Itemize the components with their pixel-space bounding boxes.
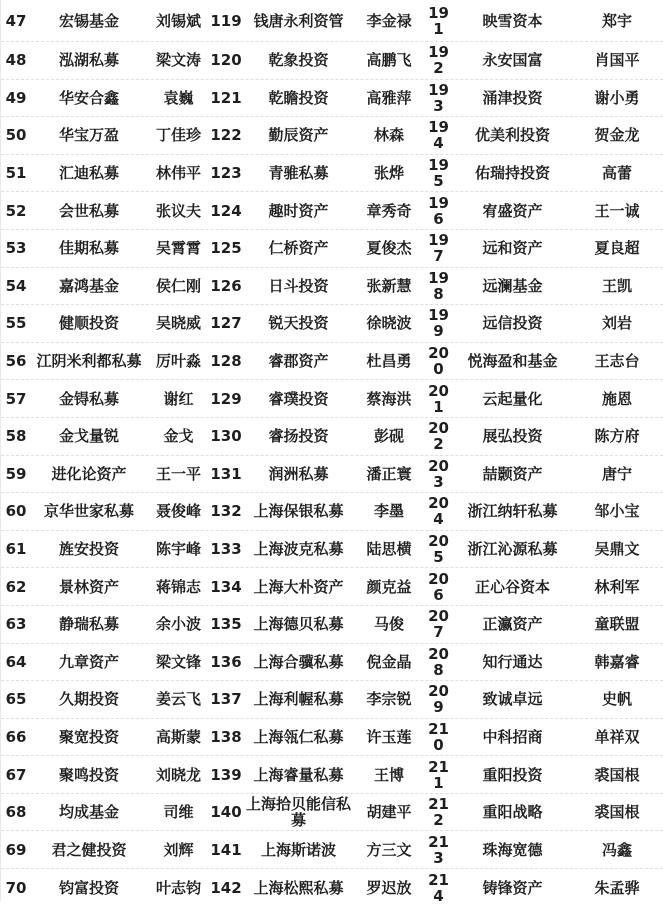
manager-c-cell: 吴鼎文	[594, 541, 640, 558]
table-row	[1, 681, 663, 719]
rank-b-cell: 134	[210, 578, 242, 595]
manager-b-cell: 林森	[373, 127, 404, 144]
manager-b-cell: 张烨	[373, 165, 404, 182]
manager-a-cell: 张议夫	[155, 202, 201, 219]
manager-c-cell: 刘岩	[601, 315, 632, 332]
firm-a-cell: 会世私募	[58, 202, 119, 219]
manager-a-cell: 叶志钧	[155, 879, 201, 896]
rank-a-cell: 67	[5, 766, 27, 783]
firm-a-cell: 进化论资产	[51, 465, 127, 482]
firm-a-cell: 九章资产	[58, 653, 119, 670]
firm-b-cell: 上海合骥私募	[253, 653, 344, 670]
firm-b-cell: 上海松熙私募	[253, 879, 344, 896]
rank-c-cell: 196	[428, 194, 449, 227]
rank-a-cell: 66	[5, 728, 27, 745]
manager-c-cell: 贺金龙	[594, 127, 640, 144]
table-row	[1, 756, 663, 794]
manager-c-cell: 王志台	[594, 353, 640, 370]
firm-a-cell: 均成基金	[58, 804, 119, 821]
firm-a-cell: 聚宽投资	[58, 728, 119, 745]
firm-c-cell: 悦海盈和基金	[467, 353, 558, 370]
firm-a-cell: 嘉鸿基金	[58, 277, 119, 294]
manager-c-cell: 陈方府	[594, 428, 640, 445]
manager-b-cell: 李墨	[373, 503, 404, 520]
rank-c-cell: 191	[428, 4, 449, 37]
manager-b-cell: 王博	[373, 766, 404, 783]
manager-b-cell: 高鹏飞	[366, 52, 412, 69]
firm-c-cell: 云起量化	[482, 390, 543, 407]
firm-b-cell: 乾象投资	[268, 52, 329, 69]
firm-b-cell: 钱唐永利资管	[253, 12, 344, 29]
firm-a-cell: 久期投资	[58, 691, 119, 708]
firm-a-cell: 佳期私募	[58, 240, 119, 257]
manager-a-cell: 司维	[163, 804, 194, 821]
firm-a-cell: 泓湖私募	[58, 52, 119, 69]
rank-b-cell: 122	[210, 127, 242, 144]
rank-a-cell: 48	[5, 52, 27, 69]
table-row	[1, 794, 663, 832]
rank-a-cell: 57	[5, 390, 27, 407]
manager-c-cell: 裘国根	[594, 766, 640, 783]
firm-c-cell: 致诚卓远	[482, 691, 543, 708]
rank-b-cell: 136	[210, 653, 242, 670]
rank-a-cell: 68	[5, 804, 27, 821]
rank-b-cell: 139	[210, 766, 242, 783]
firm-c-cell: 中科招商	[482, 728, 543, 745]
rank-c-cell: 206	[428, 570, 449, 603]
manager-c-cell: 邹小宝	[594, 503, 640, 520]
firm-a-cell: 京华世家私募	[43, 503, 134, 520]
firm-c-cell: 优美利投资	[474, 127, 550, 144]
manager-b-cell: 罗迟放	[366, 879, 412, 896]
rank-b-cell: 130	[210, 428, 242, 445]
manager-c-cell: 王一诚	[594, 202, 640, 219]
rank-c-cell: 202	[428, 420, 449, 453]
firm-b-cell: 上海波克私募	[253, 541, 344, 558]
rank-c-cell: 208	[428, 645, 449, 678]
rank-b-cell: 142	[210, 879, 242, 896]
firm-c-cell: 浙江沁源私募	[467, 541, 558, 558]
table-row	[1, 568, 663, 606]
rank-c-cell: 201	[428, 382, 449, 415]
manager-b-cell: 倪金晶	[366, 653, 412, 670]
rank-c-cell: 198	[428, 269, 449, 302]
manager-b-cell: 颜克益	[366, 578, 412, 595]
manager-c-cell: 林利军	[594, 578, 640, 595]
rank-b-cell: 137	[210, 691, 242, 708]
table-row	[1, 418, 663, 456]
firm-c-cell: 铸锋资产	[482, 879, 543, 896]
rank-b-cell: 129	[210, 390, 242, 407]
rank-c-cell: 204	[428, 495, 449, 528]
table-row	[1, 80, 663, 118]
rank-c-cell: 199	[428, 307, 449, 340]
manager-a-cell: 高斯蒙	[155, 728, 201, 745]
firm-c-cell: 正心谷资本	[474, 578, 550, 595]
firm-c-cell: 展弘投资	[482, 428, 543, 445]
rank-c-cell: 209	[428, 683, 449, 716]
rank-b-cell: 119	[210, 12, 242, 29]
rank-c-cell: 211	[428, 758, 449, 791]
rank-b-cell: 127	[210, 315, 242, 332]
firm-c-cell: 正瀛资产	[482, 616, 543, 633]
rank-c-cell: 194	[428, 119, 449, 152]
table-row	[1, 155, 663, 193]
manager-b-cell: 徐晓波	[366, 315, 412, 332]
rank-a-cell: 61	[5, 541, 27, 558]
rank-a-cell: 62	[5, 578, 27, 595]
firm-a-cell: 静瑞私募	[58, 616, 119, 633]
manager-c-cell: 韩嘉睿	[594, 653, 640, 670]
firm-b-cell: 上海利幄私募	[253, 691, 344, 708]
firm-c-cell: 浙江纳轩私募	[467, 503, 558, 520]
rank-c-cell: 193	[428, 81, 449, 114]
table-row	[1, 493, 663, 531]
manager-b-cell: 陆思横	[366, 541, 412, 558]
table-row	[1, 117, 663, 155]
rank-a-cell: 69	[5, 841, 27, 858]
firm-b-cell: 润洲私募	[268, 465, 329, 482]
firm-c-cell: 涌津投资	[482, 89, 543, 106]
manager-b-cell: 马俊	[373, 616, 404, 633]
manager-b-cell: 高雅萍	[366, 89, 412, 106]
rank-b-cell: 128	[210, 353, 242, 370]
firm-a-cell: 华安合鑫	[58, 89, 119, 106]
rank-a-cell: 52	[5, 202, 27, 219]
rank-b-cell: 133	[210, 541, 242, 558]
rank-c-cell: 203	[428, 457, 449, 490]
firm-b-cell: 仁桥资产	[268, 240, 329, 257]
firm-b-cell: 日斗投资	[268, 277, 329, 294]
manager-b-cell: 胡建平	[366, 804, 412, 821]
firm-b-cell: 上海德贝私募	[253, 616, 344, 633]
firm-c-cell: 重阳战略	[482, 804, 543, 821]
manager-a-cell: 王一平	[155, 465, 201, 482]
manager-b-cell: 彭砚	[373, 428, 404, 445]
firm-b-cell: 上海瓴仁私募	[253, 728, 344, 745]
table-row	[1, 0, 663, 42]
firm-b-cell: 上海大朴资产	[253, 578, 344, 595]
rank-a-cell: 47	[5, 12, 27, 29]
firm-b-cell: 睿扬投资	[268, 428, 329, 445]
manager-b-cell: 章秀奇	[366, 202, 412, 219]
manager-a-cell: 林伟平	[155, 165, 201, 182]
firm-b-cell: 上海拾贝能信私募	[245, 796, 351, 829]
firm-c-cell: 重阳投资	[482, 766, 543, 783]
rank-b-cell: 120	[210, 52, 242, 69]
rank-a-cell: 59	[5, 465, 27, 482]
rank-b-cell: 135	[210, 616, 242, 633]
table-row	[1, 192, 663, 230]
rank-a-cell: 64	[5, 653, 27, 670]
firm-a-cell: 钧富投资	[58, 879, 119, 896]
table-row	[1, 531, 663, 569]
rank-a-cell: 51	[5, 165, 27, 182]
manager-c-cell: 肖国平	[594, 52, 640, 69]
firm-c-cell: 永安国富	[482, 52, 543, 69]
manager-a-cell: 梁文涛	[155, 52, 201, 69]
table-row	[1, 456, 663, 494]
rank-b-cell: 140	[210, 804, 242, 821]
manager-a-cell: 袁巍	[163, 89, 194, 106]
firm-b-cell: 上海斯诺波	[260, 841, 336, 858]
manager-a-cell: 刘锡斌	[155, 12, 201, 29]
rank-b-cell: 132	[210, 503, 242, 520]
firm-c-cell: 佑瑞持投资	[474, 165, 550, 182]
firm-b-cell: 青骓私募	[268, 165, 329, 182]
rank-b-cell: 141	[210, 841, 242, 858]
firm-a-cell: 江阴米利都私募	[36, 353, 142, 370]
manager-b-cell: 许玉莲	[366, 728, 412, 745]
firm-b-cell: 睿郡资产	[268, 353, 329, 370]
table-row	[1, 268, 663, 306]
firm-a-cell: 宏锡基金	[58, 12, 119, 29]
manager-c-cell: 夏良超	[594, 240, 640, 257]
rank-a-cell: 63	[5, 616, 27, 633]
rank-b-cell: 121	[210, 89, 242, 106]
manager-c-cell: 史帆	[601, 691, 632, 708]
firm-c-cell: 远信投资	[482, 315, 543, 332]
rank-c-cell: 213	[428, 833, 449, 866]
rank-b-cell: 124	[210, 202, 242, 219]
manager-a-cell: 侯仁刚	[155, 277, 201, 294]
firm-a-cell: 健顺投资	[58, 315, 119, 332]
firm-b-cell: 勤辰资产	[268, 127, 329, 144]
manager-a-cell: 陈宇峰	[155, 541, 201, 558]
table-row	[1, 230, 663, 268]
manager-b-cell: 李金禄	[366, 12, 412, 29]
table-row	[1, 869, 663, 907]
manager-c-cell: 裘国根	[594, 804, 640, 821]
rank-c-cell: 210	[428, 720, 449, 753]
table-row	[1, 719, 663, 757]
manager-a-cell: 厉叶淼	[155, 353, 201, 370]
table-row	[1, 42, 663, 80]
firm-b-cell: 乾瞻投资	[268, 89, 329, 106]
rank-a-cell: 70	[5, 879, 27, 896]
manager-c-cell: 单祥双	[594, 728, 640, 745]
firm-c-cell: 远和资产	[482, 240, 543, 257]
firm-c-cell: 映雪资本	[482, 12, 543, 29]
manager-a-cell: 吴霄霄	[155, 240, 201, 257]
manager-a-cell: 梁文锋	[155, 653, 201, 670]
manager-a-cell: 金戈	[163, 428, 194, 445]
firm-c-cell: 宥盛资产	[482, 202, 543, 219]
manager-c-cell: 高蕾	[601, 165, 632, 182]
manager-c-cell: 唐宁	[601, 465, 632, 482]
firm-c-cell: 远澜基金	[482, 277, 543, 294]
table-row	[1, 831, 663, 869]
table-row	[1, 606, 663, 644]
manager-b-cell: 潘正寰	[366, 465, 412, 482]
rank-c-cell: 200	[428, 345, 449, 378]
rank-c-cell: 192	[428, 44, 449, 77]
rank-b-cell: 126	[210, 277, 242, 294]
rank-c-cell: 205	[428, 533, 449, 566]
firm-c-cell: 喆颢资产	[482, 465, 543, 482]
manager-c-cell: 朱孟骅	[594, 879, 640, 896]
manager-b-cell: 夏俊杰	[366, 240, 412, 257]
manager-c-cell: 童联盟	[594, 616, 640, 633]
rank-b-cell: 123	[210, 165, 242, 182]
firm-b-cell: 上海保银私募	[253, 503, 344, 520]
firm-b-cell: 睿璞投资	[268, 390, 329, 407]
rank-b-cell: 138	[210, 728, 242, 745]
manager-a-cell: 姜云飞	[155, 691, 201, 708]
manager-a-cell: 丁佳珍	[155, 127, 201, 144]
manager-a-cell: 聂俊峰	[155, 503, 201, 520]
firm-a-cell: 聚鸣投资	[58, 766, 119, 783]
manager-b-cell: 蔡海洪	[366, 390, 412, 407]
firm-c-cell: 知行通达	[482, 653, 543, 670]
manager-b-cell: 方三文	[366, 841, 412, 858]
manager-c-cell: 冯鑫	[601, 841, 632, 858]
firm-a-cell: 金锝私募	[58, 390, 119, 407]
manager-a-cell: 吴晓威	[155, 315, 201, 332]
manager-b-cell: 李宗锐	[366, 691, 412, 708]
manager-c-cell: 郑宇	[601, 12, 632, 29]
manager-c-cell: 施恩	[601, 390, 632, 407]
rank-a-cell: 55	[5, 315, 27, 332]
firm-a-cell: 君之健投资	[51, 841, 127, 858]
manager-c-cell: 王凯	[601, 277, 632, 294]
rank-b-cell: 131	[210, 465, 242, 482]
rank-a-cell: 54	[5, 277, 27, 294]
rank-c-cell: 207	[428, 608, 449, 641]
manager-a-cell: 蒋锦志	[155, 578, 201, 595]
table-row	[1, 343, 663, 381]
manager-a-cell: 谢红	[163, 390, 194, 407]
firm-a-cell: 旌安投资	[58, 541, 119, 558]
manager-a-cell: 余小波	[155, 616, 201, 633]
rank-c-cell: 197	[428, 232, 449, 265]
rank-c-cell: 214	[428, 871, 449, 904]
firm-b-cell: 趣时资产	[268, 202, 329, 219]
rank-b-cell: 125	[210, 240, 242, 257]
manager-c-cell: 谢小勇	[594, 89, 640, 106]
firm-a-cell: 汇迪私募	[58, 165, 119, 182]
firm-a-cell: 景林资产	[58, 578, 119, 595]
table-row	[1, 380, 663, 418]
manager-a-cell: 刘晓龙	[155, 766, 201, 783]
rank-a-cell: 60	[5, 503, 27, 520]
rank-a-cell: 50	[5, 127, 27, 144]
table-row	[1, 305, 663, 343]
manager-b-cell: 杜昌勇	[366, 353, 412, 370]
firm-a-cell: 金戈量锐	[58, 428, 119, 445]
rank-c-cell: 212	[428, 796, 449, 829]
firm-b-cell: 锐天投资	[268, 315, 329, 332]
rank-a-cell: 65	[5, 691, 27, 708]
rank-a-cell: 49	[5, 89, 27, 106]
rank-a-cell: 58	[5, 428, 27, 445]
rank-a-cell: 53	[5, 240, 27, 257]
rank-c-cell: 195	[428, 157, 449, 190]
firm-c-cell: 珠海宽德	[482, 841, 543, 858]
firm-b-cell: 上海睿量私募	[253, 766, 344, 783]
manager-b-cell: 张新慧	[366, 277, 412, 294]
manager-a-cell: 刘辉	[163, 841, 194, 858]
table-row	[1, 644, 663, 682]
firm-a-cell: 华宝万盈	[58, 127, 119, 144]
rank-a-cell: 56	[5, 353, 27, 370]
